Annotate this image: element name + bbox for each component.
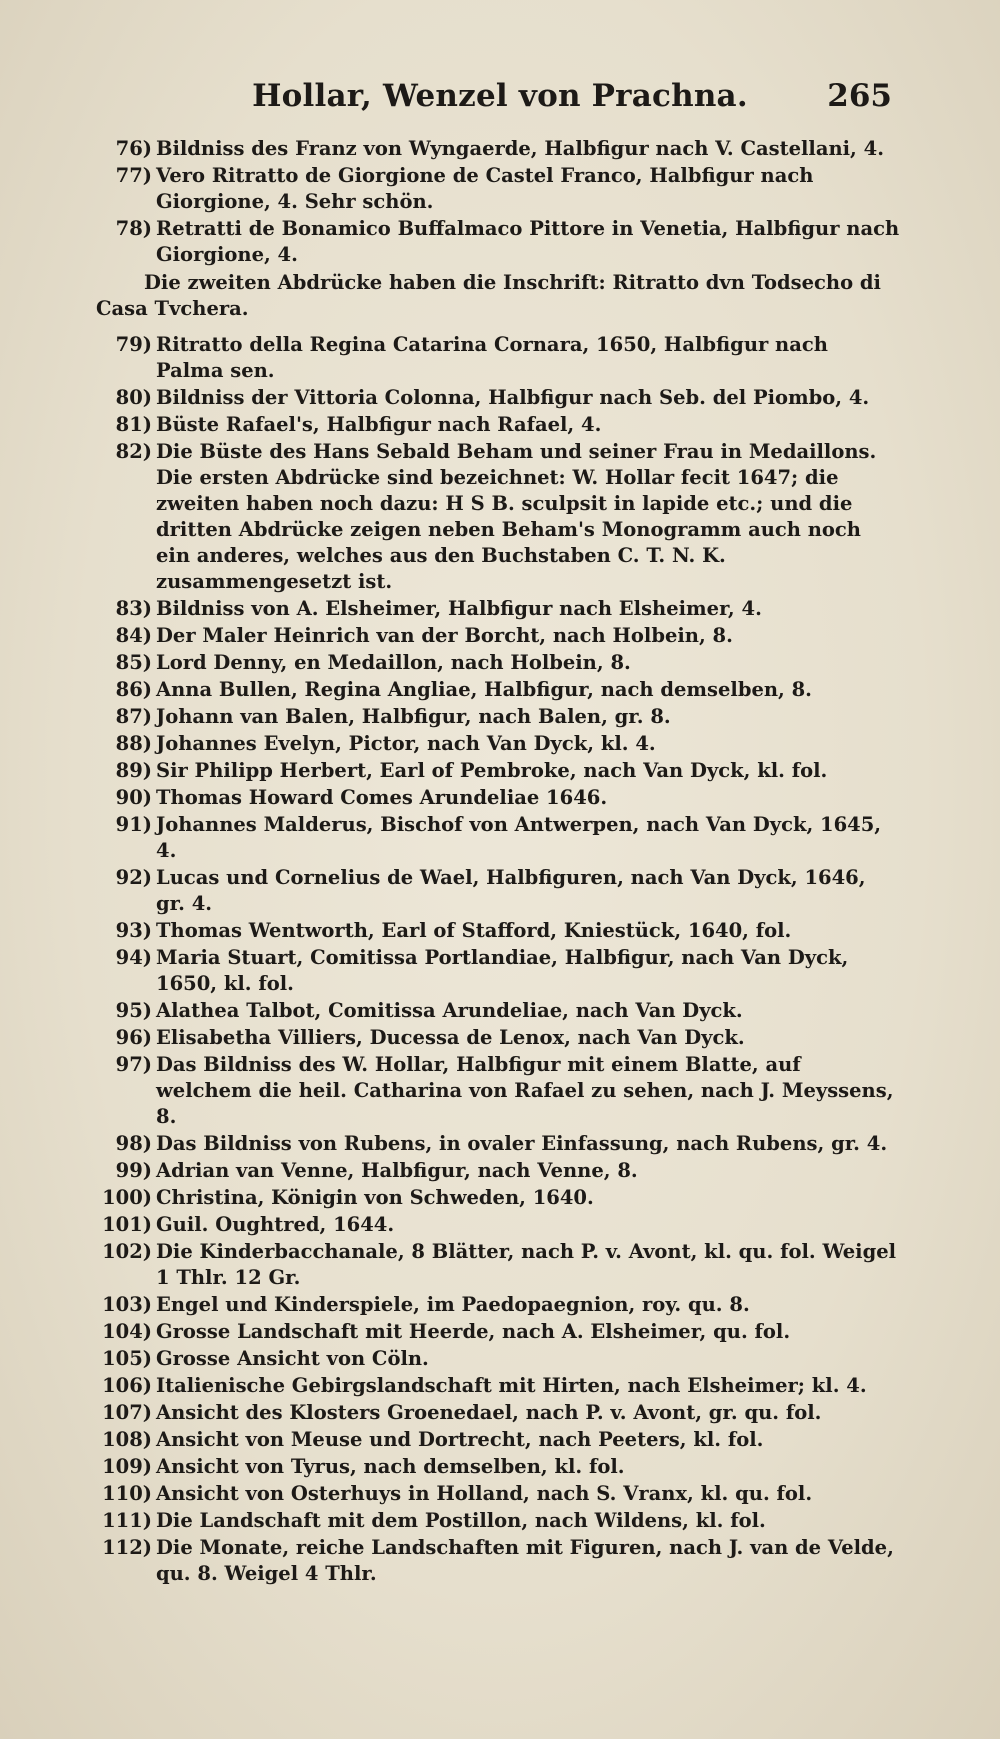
catalogue-entry [96,650,901,676]
entry-text: Johann van Balen, Halbfigur, nach Balen, gr. 8. [156,705,671,728]
entry-number: 109) [102,1455,152,1478]
entry-number: 91) [115,813,152,836]
entry-number: 88) [115,732,152,755]
entry-number: 106) [102,1374,152,1397]
entry-text: Grosse Ansicht von Cöln. [156,1347,429,1370]
entry-text: Vero Ritratto de Giorgione de Castel Franco, Halbfigur nach Giorgione, 4. Sehr schön. [156,164,814,213]
catalogue-entry [96,1185,901,1211]
entry-number: 93) [115,919,152,942]
catalogue-entry [96,704,901,730]
entry-number: 104) [102,1320,152,1343]
entry-text: Christina, Königin von Schweden, 1640. [156,1186,594,1209]
catalogue-entry [96,1292,901,1318]
entry-number: 97) [115,1053,152,1076]
entry-text: Elisabetha Villiers, Ducessa de Lenox, nach Van Dyck. [156,1026,745,1049]
catalogue-entry [96,1508,901,1534]
catalogue-entry [96,332,901,384]
entry-number: 105) [102,1347,152,1370]
entry-text: Die Monate, reiche Landschaften mit Figuren, nach J. van de Velde, qu. 8. Weigel 4 Thlr. [156,1536,894,1585]
entry-number: 76) [115,137,152,160]
entry-number: 110) [102,1482,152,1505]
catalogue-entry [96,1400,901,1426]
entry-number: 98) [115,1132,152,1155]
entry-number: 99) [115,1159,152,1182]
catalogue-entry [96,1481,901,1507]
entry-number: 77) [115,164,152,187]
entry-number: 95) [115,999,152,1022]
entry-number: 103) [102,1293,152,1316]
entry-number: 87) [115,705,152,728]
catalogue-entry [96,623,901,649]
catalogue-entry [96,1025,901,1051]
entry-number: 81) [115,413,152,436]
entry-text: Italienische Gebirgslandschaft mit Hirten, nach Elsheimer; kl. 4. [156,1374,867,1397]
catalogue-entry [96,1346,901,1372]
entry-text: Johannes Evelyn, Pictor, nach Van Dyck, kl. 4. [156,732,656,755]
catalogue-entry [96,758,901,784]
entry-text: Thomas Howard Comes Arundeliae 1646. [156,786,608,809]
entry-text: Thomas Wentworth, Earl of Stafford, Kniestück, 1640, fol. [156,919,792,942]
entry-number: 80) [115,386,152,409]
entry-number: 102) [102,1240,152,1263]
catalogue-entries [96,136,901,1588]
catalogue-entry [96,1052,901,1130]
catalogue-entry [96,1212,901,1238]
catalogue-entry [96,1454,901,1480]
catalogue-entry [96,998,901,1024]
entry-number: 89) [115,759,152,782]
entry-text: Das Bildniss des W. Hollar, Halbfigur mit einem Blatte, auf welchem die heil. Catharina von Rafael zu sehen, nach J. Meyssens, 8. [156,1053,894,1128]
catalogue-entry [96,216,901,268]
entry-text: Johannes Malderus, Bischof von Antwerpen, nach Van Dyck, 1645, 4. [156,813,882,862]
entry-number: 90) [115,786,152,809]
entry-text: Bildniss von A. Elsheimer, Halbfigur nach Elsheimer, 4. [156,597,762,620]
entry-number: 94) [115,946,152,969]
entry-number: 111) [102,1509,152,1532]
page-number: 265 [827,78,892,114]
catalogue-entry [96,163,901,215]
entry-text: Büste Rafael's, Halbfigur nach Rafael, 4. [156,413,602,436]
page-title: Hollar, Wenzel von Prachna. [252,78,748,114]
catalogue-entry [96,865,901,917]
catalogue-entry [96,945,901,997]
catalogue-entry [96,1427,901,1453]
entry-text: Ansicht von Meuse und Dortrecht, nach Peeters, kl. fol. [156,1428,764,1451]
catalogue-entry [96,439,901,595]
catalogue-entry [96,1131,901,1157]
entry-text: Ansicht von Tyrus, nach demselben, kl. fol. [156,1455,625,1478]
entry-number: 107) [102,1401,152,1424]
entry-text: Guil. Oughtred, 1644. [156,1213,395,1236]
entry-text: Lucas und Cornelius de Wael, Halbfiguren, nach Van Dyck, 1646, gr. 4. [156,866,866,915]
entry-number: 101) [102,1213,152,1236]
entry-number: 79) [115,333,152,356]
catalogue-entry [96,1373,901,1399]
entry-text: Bildniss der Vittoria Colonna, Halbfigur nach Seb. del Piombo, 4. [156,386,870,409]
catalogue-entry [96,596,901,622]
catalogue-entry [96,918,901,944]
entry-text: Maria Stuart, Comitissa Portlandiae, Halbfigur, nach Van Dyck, 1650, kl. fol. [156,946,849,995]
entry-number: 78) [115,217,152,240]
entry-text: Grosse Landschaft mit Heerde, nach A. Elsheimer, qu. fol. [156,1320,791,1343]
catalogue-entry [96,1239,901,1291]
catalogue-entry [96,1319,901,1345]
entry-text: Die Landschaft mit dem Postillon, nach Wildens, kl. fol. [156,1509,766,1532]
catalogue-entry [96,812,901,864]
entry-text: Ansicht von Osterhuys in Holland, nach S. Vranx, kl. qu. fol. [156,1482,813,1505]
entry-text: Der Maler Heinrich van der Borcht, nach Holbein, 8. [156,624,733,647]
catalogue-entry [96,1535,901,1587]
catalogue-entry [96,1158,901,1184]
entry-number: 85) [115,651,152,674]
entry-text: Ansicht des Klosters Groenedael, nach P. v. Avont, gr. qu. fol. [156,1401,822,1424]
entry-number: 92) [115,866,152,889]
catalogue-entry [96,385,901,411]
entry-number: 96) [115,1026,152,1049]
entry-text: Retratti de Bonamico Buffalmaco Pittore in Venetia, Halbfigur nach Giorgione, 4. [156,217,900,266]
entry-text: Das Bildniss von Rubens, in ovaler Einfassung, nach Rubens, gr. 4. [156,1132,888,1155]
catalogue-entry [96,731,901,757]
catalogue-entry [96,412,901,438]
entry-number: 83) [115,597,152,620]
entry-text: Engel und Kinderspiele, im Paedopaegnion, roy. qu. 8. [156,1293,750,1316]
entry-number: 86) [115,678,152,701]
entry-text: Bildniss des Franz von Wyngaerde, Halbfigur nach V. Castellani, 4. [156,137,884,160]
entry-text: Lord Denny, en Medaillon, nach Holbein, 8. [156,651,631,674]
entry-number: 84) [115,624,152,647]
entry-note: Die zweiten Abdrücke haben die Inschrift: Ritratto dvn Todsecho di Casa Tvchera. [96,271,881,320]
entry-text: Sir Philipp Herbert, Earl of Pembroke, nach Van Dyck, kl. fol. [156,759,828,782]
running-header [0,72,1000,118]
entry-text: Adrian van Venne, Halbfigur, nach Venne, 8. [156,1159,638,1182]
entry-number: 82) [115,440,152,463]
entry-text: Die Büste des Hans Sebald Beham und seiner Frau in Medaillons. Die ersten Abdrücke sind bezeichnet: W. Hollar fecit 1647; die zweiten haben noch dazu: H S B. sculpsit in lapide etc.; und die dritten Abdrücke zeigen neben Beham's Monogramm auch noch ein anderes, welches aus den Buchstaben C. T. N. K. zusammengesetzt ist. [156,440,877,593]
catalogue-entry [96,136,901,162]
catalogue-entry [96,677,901,703]
entry-number: 108) [102,1428,152,1451]
entry-text: Die Kinderbacchanale, 8 Blätter, nach P. v. Avont, kl. qu. fol. Weigel 1 Thlr. 12 Gr. [156,1240,897,1289]
entry-number: 112) [102,1536,152,1559]
entry-text: Alathea Talbot, Comitissa Arundeliae, nach Van Dyck. [156,999,743,1022]
entry-text: Anna Bullen, Regina Angliae, Halbfigur, nach demselben, 8. [156,678,812,701]
catalogue-entry [96,785,901,811]
entry-text: Ritratto della Regina Catarina Cornara, 1650, Halbfigur nach Palma sen. [156,333,828,382]
entry-number: 100) [102,1186,152,1209]
